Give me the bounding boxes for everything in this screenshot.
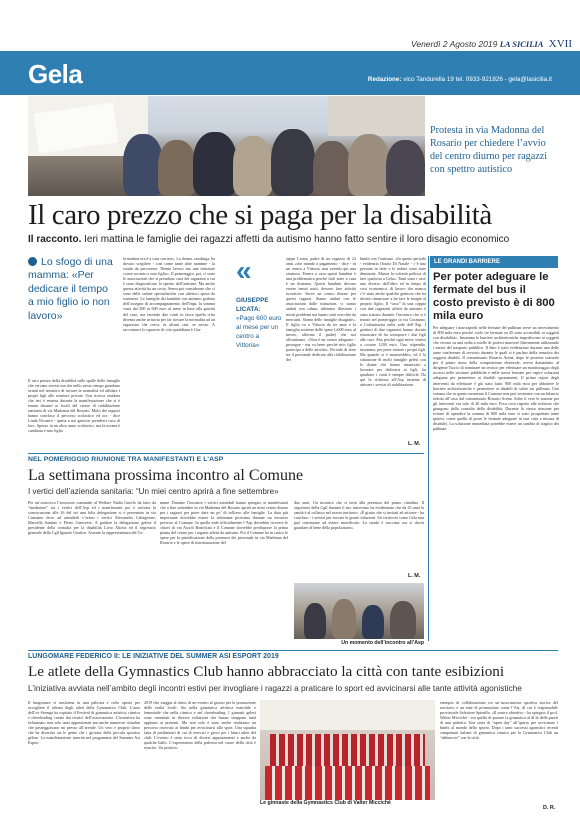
issue-date: Venerdì 2 Agosto 2019 [411,39,498,49]
section-title: Gela [28,59,83,89]
article2-column-3: due anni. Un incontro che si terrà alla presenza del primo cittadino. Il segretario della Cgil durante il suo intervento ha evidenziato che da 25 anni la sanità è al collasso nel nostro territorio. «È giusto che si invitati ad attivare - ha concluso - i servizi per trovare le giuste soluzioni. Un territorio come Gela non può continuare ad essere mortificato. La strada è tracciata ora si dovrà guardare al bene della popolazione». [294,500,424,531]
pull-quote: Lo sfogo di una mamma: «Per dedicare il tempo a mio figlio io non lavoro» [28,256,113,322]
article3-kicker: LUNGOMARE FEDERICO II: LE INIZIATIVE DEL SUMMER ASI ESPORT 2019 [28,653,279,660]
article2-title: La settimana prossima incontro al Comune [28,467,304,484]
photo-caption: Protesta in via Madonna del Rosario per chiedere l’avvio del centro diurno per ragazzi con spettro autistico [430,125,548,175]
article2-column-1: Per un’oraccirca l’assessore comunale al Welfare Nadia Gnoffo ha fatto da “mediatore” tra i vertici dell’Asp ed i manifestanti poi è arrivata la convocazione alle 16 del sei una folta delegazione si è presentata in via Cusmano dove ad attenderli c’erano i vertici Alessandro Caltagirone, Marcella Santino e Pietro Genovese. A guidare la delegazione gelese il presidente della consulta per la disabilità Livio Aliotta ed il segretario generale della Cgil Ignazio Giudice. Assente la rappresentanza del Co- [28,500,156,536]
section-divider-2 [28,650,558,651]
article3-column-2: 2019 che viaggia al ritmo di un evento al giorno per la promozione delle realtà locali. Sia nella ginnastica artistica maschile e femminile che nella ritmica e nel cheerleading. I ginnasti gelesi sono cimentati in diverse esibizioni che hanno strappato tanti applausi ai presenti. Ma non solo è stato anche realizzato un percorso riservato ai bimbi per avvicinarsi allo sport. Una squadra fatta di preliminari di cui di esercizi e gioco per i futuri atleti del club. L’evento è stato ricco di diversi appuntamenti e anche da qualche ballo. L’esperimento della palestra nel cuore della città è riuscito. Un positivo [144,700,256,751]
paper-name: LA SICILIA [499,39,544,49]
article-column-3: seppe Licata, padre di un ragazzo di 22 anni «che mando a pagamento - dice - in un centro a Vittoria, non avendo qui una struttura. Tenere a casa questi bambini è una problematica perché farli stare a casa è un dramma. Questi bambini devono essere tenuti uniti, devono fare attività ricreative. Serve un centro diurno per questi ragazzi. Siamo andati con le associazioni dalle istituzioni, ci siamo andati con calma, abbiamo illustrato i nostri problemi ma hanno tutti orecchie da mercanti. Siamo delle famiglie disagiate». Il figlio va a Vittoria da tre anni e la famiglia sostiene delle spese («600 euro al mese», afferma il padre) che noi affrontiamo. «Non è un centro adeguato - prosegue - ma va bene perché mio figlio partecipa a delle attività». Periodo di ferie tra il personale dedicato alla riabilitazione dei [286,256,356,362]
signature: L. M. [408,441,421,447]
gymnastics-photo-caption: Le ginnaste della Gymnastics Club di Valter Micciché [260,800,391,806]
meeting-photo [294,583,424,639]
sidebar-tag: LE GRANDI BARRIERE [430,256,558,268]
article3-column-3: esempio di collaborazione tra un’associazione sportiva storica del territorio e un ente di promozione come l’Asi, di cui è responsabile provinciale Salvatore Spinello. «Il nostro obiettivo - ha spiegato il prof. Walter Micciché - era quello di portare la ginnastica al di là delle pareti di una palestra. Una sorta di “open day” all’aperto per avvicinare i bimbi al mondo dello sporto. Dopo i tanti successi agonistici recenti campionati italiani di ginnastica ritmica per la Gymnastics Club un “abbraccio” con la città. [440,700,558,741]
article3-column-1: Il lungomare si trasforma in una palestra e cielo aperto per accogliere il talento degli atleti della Gymnastics Club. L’area dell’ex Sirenga ha ospitato il Festival di ginnastica artistica, ritmica e cheerleading curato dai tecnici dell’associazione. L’iniziativa ha richiamato non solo tanti appassionati ma anche numerosi cittadini che passeggiavano mi presso all’arenile. Un vero e proprio show che ha divertito sia le gente che i giovani della piccola sportiva gelese. La manifestazione inserita nel programma del Summer Asi Esport [28,700,140,746]
article3-signature: D. R. [543,805,556,811]
sidebar-title: Per poter adeguare le fermate del bus il costo previsto è di 800 mila euro [433,271,555,322]
article2-subtitle: I vertici dell’azienda sanitaria: “Un miei centro aprirà a fine settembre» [28,487,279,496]
article-column-4: bimbi con l’autismo. «In questo periodo - evidenzia Orazio Di Natale - c’è una persona in ferie e le sedute sono state diminuite. Manca la volontà politica di fare qualcosa a Gela». Tanti sono i casi, uno diverso dall’altro ed in tempi di crisi economica, di lavoro che manca c’è stato anche qualche genitore che ha dovuto rinunciare a far fare le terapie al proprio figlio. Il “caso” di una coppia con due ragazzini affetti da autismo è stato trattato durante l’incontro che si è tenuto nel pomeriggio in via Cusmano, a Caltanissetta nella sede dell’Asp. I genitori di due ragazzini hanno dovuto rinunciare di far sottoporre i due figli alle cure Aba perché ogni mese veniva a costare 1200 euro. Uno stipendio, insomma, per poter aiutare i propri figli. Ma quando si è monoreddito, ed è la situazione di molti famiglie gelesi con le donne che hanno rinunciato a lavorare per dedicarsi ai figli, far quadrare i conti è sempre difficile. Da qui la richiesta all’Asp insieme di attivare i servizi di riabilitazione. [360,256,426,388]
page-number: XVII [548,38,572,50]
sidebar-divider [428,256,429,641]
lead: Il racconto. Ieri mattina le famiglie dei ragazzi affetti da autismo hanno fatto sentire il loro disagio economico [28,234,510,245]
section-divider [28,453,424,454]
protest-photo [28,96,425,196]
article2-signature: L. M. [408,573,421,579]
section-bar [0,51,580,95]
article2-column-2: mune. Durante l’incontro i vertici aziendali hanno spiegato ai manifestanti che a fine settembre in via Madonna del Rosario aprirà un mini centro diurno per i ragazzi per poter dare un po’ di sollievo alle famiglie. La data più importante dovrebbe essere la settimana prossima durante un incontro previsto al Comune. In quella sede ufficialmente l’Asp dovrebbe ricevere le chiavi di via Ascoli Bonificati e il Comune dovrebbe predisporre la prima pianta del centro per i ragazzi affetti da autismo. Poi il Comune ha in carico le spese per la pianificazione della presenza dei personale in via Madonna del Rosario e le opere di ristrutturazione del [160,500,288,546]
article2-kicker: NEL POMERIGGIO RIUNIONE TRA MANIFESTANTI E L’ASP [28,456,224,463]
article3-subtitle: L’iniziativa avviata nell’ambito degli incontri estivi per invogliare i ragazzi a praticare lo sport ed avvicinarsi alle tante attività agonistiche [28,683,522,693]
article-column-1: Il caro prezzo della disabilità sulle spalle delle famiglie che cercano servizi ma che nello stesso tempo guardano avanti nel tentativo di trovare la normalità ed affidare i propri figli alle strutture private. Una ricerca ossidata che ieri è emersa durante la manifestazione che si è tenuta davanti ai locali del centro di riabilitazione sanitaria di via Madonna del Rosario. Molti dei ragazzi hanno concluso il percorso scolastico ed ora - dice Linda Nicastro - spetta a noi genitori prenderci cura di loro. Spesso in un altro anno scolastico, ma la norma è cambiata e mio figlio [28,378,120,434]
redazione-info: Redazione: vico Tandurella 19 tel. 0933-921826 - gela@lasicilia.it [367,76,552,83]
quote-dot-icon [28,257,37,266]
page-header-date [380,38,572,50]
gymnastics-photo [260,700,435,800]
quote-chevron-icon: « [236,255,252,286]
main-headline: Il caro prezzo che si paga per la disabilità [28,199,492,231]
sidebar-text: Per adeguare i marciapiedi nelle fermate del pullman serve un investimento di 800 mila euro perché «solo tre fermate su 45 sono accessibili ai soggetti con disabilità». Insomma le barriere architettoniche impediscono ai soggetti che vivono su una sedia a rotelle di potersi muovere liberamente utilizzando i mezzi del trasporto pubblico. Il dato è stato evidenziato durante una delle tante conferenze di servizio durante le quali si è parlato della tematica dei soggetti disabili. Il commissario Rosario Arena, dopo le proteste scaturite per il primo turno della competizione elettorale, aveva domandato al dirigente Taccio di nominare un tecnico per effettuare un monitoraggio degli accessi nelle strutture pubbliche e nelle stesse fermate per capire soluzioni adeguate per permettere ai disabili spostamenti. Il primo report degli interventi da effettuare è già stato fatto: 800 mila euro per abbattere le barriere architettoniche e permettere ai disabili di salire sui pullman. Una somma che in questo momento il Comune non può sostenere con un bilancio ridotto all’osso dal commissario Rosario Arena. Adire il vero le somme per gli interventi ora solo di 20 mila euro. Poca cosa rispetto alle richieste che giungono dalla consulta della disabilità. Durante la stessa riunione per evitare di spendere la somma di 800 mila euro si sono prospettate tante ipotesi, come quella di porre le fermate adeguate in una città a misura di disabile). La soluzione immediata potrebbe essere un cambio di tragitto dei pullman [433,325,559,431]
article-column-2: la mattina ora è a casa con me». La donna, casalinga, ha dovuto scegliere - così come tante altre mamme - la strada da percorrere. Niente lavoro ma una missione «stare accanto a mio figlio». Il pomeriggio, poi, ci sono le associazioni che si prendono cura dei ragazzini a cui è stato diagnosticato lo spettro dell’autismo. Ma anche questa attività ha un costo. Senza poi considerare che ci sono delle sedute specialistiche con ulteriori spese da sostenere. Le famiglie dei bambini con autismo godono dell’assegno di accompagnamento dell’Inps, la somma varia dai 300 ai 600 euro al mese in base alla gravità del caso, ma facendo due conti in tasca quella cifra diventa anche irrisoria per far trovare la normalità ad un ragazzino che cerca, in alcuni casi, se stesso. A raccontarci lo squarcio di vita quotidiana è Giu- [123,256,215,332]
article3-title: Le atlete della Gymnastics Club hanno abbracciato la città con tante esibizioni [28,663,505,680]
meeting-photo-caption: Un momento dell’incontro all’Asp [341,640,424,646]
pull-quote-licata: GIUSEPPE LICATA: «Pago 600 euro al mese per un centro a Vittoria» [236,297,282,349]
